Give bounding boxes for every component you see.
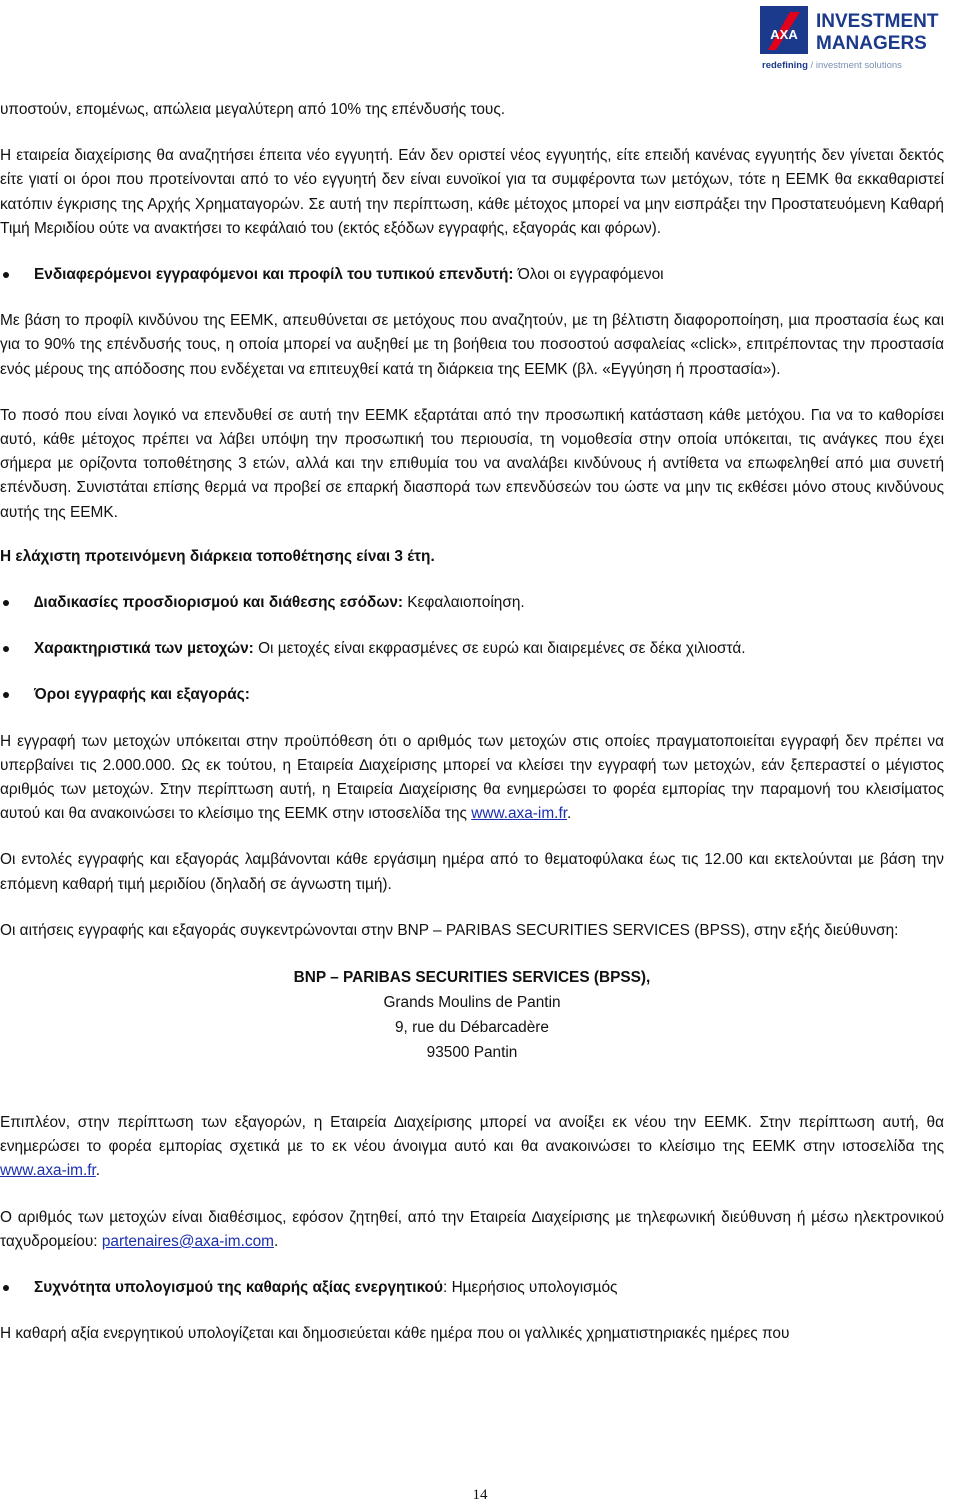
paragraph-11: Η καθαρή αξία ενεργητικού υπολογίζεται και δηµοσιεύεται κάθε ηµέρα που οι γαλλικές χρηµατιστηριακές ηµέρες που <box>0 1325 790 1343</box>
paragraph-10-end: . <box>273 1232 279 1250</box>
logo-line2: MANAGERS <box>816 33 927 54</box>
paragraph-6-text: Η εγγραφή των µετοχών υπόκειται στην προϋπόθεση ότι ο αριθµός των µετοχών στις οποίες πραγµατοποιείται εγγραφή δεν πρέπει να υπερβαίνει τις 2.000.000. Ως εκ τούτου, η Εταιρεία ∆ιαχείρισης µπορεί να κλείσει την εγγραφή των µετοχών, εάν ξεπεραστεί ο µέγιστος αριθµός των µετοχών. Στην περίπτωση αυτή, η Εταιρεία ∆ιαχείρισης θα ενηµερώσει το φορέα εµπορίας την παραµονή του κλεισίµατος αυτού και θα ανακοινώσει το κλείσιµο της ΕΕΜΚ στην ιστοσελίδα της <box>0 732 944 823</box>
bullet-text: : Ηµερήσιος υπολογισµός <box>443 1279 618 1297</box>
document-body <box>0 98 944 1369</box>
logo-tagline <box>762 60 902 71</box>
bullet-text: Οι µετοχές είναι εκφρασµένες σε ευρώ και διαιρεµένες σε δέκα χιλιοστά. <box>253 640 746 658</box>
paragraph-9-end: . <box>95 1162 101 1180</box>
bullet-subscription-terms <box>0 683 944 707</box>
paragraph-8: Οι αιτήσεις εγγραφής και εξαγοράς συγκεντρώνονται στην BNP – PARIBAS SECURITIES SERVICES (BPSS), στην εξής διεύθυνση: <box>0 921 899 939</box>
bullet-icon <box>3 692 9 698</box>
address-line-2: Grands Moulins de Pantin <box>383 994 561 1012</box>
bullet-heading: Χαρακτηριστικά των µετοχών: <box>34 640 254 658</box>
bullet-text: Κεφαλαιοποίηση. <box>403 594 525 612</box>
paragraph-2: Η εταιρεία διαχείρισης θα αναζητήσει έπειτα νέο εγγυητή. Εάν δεν οριστεί νέος εγγυητής, είτε επειδή κανένας εγγυητής δεν γίνεται δεκτός είτε γιατί οι όροι που προτείνονται από το νέο εγγυητή δεν είναι ευνοϊκοί για τα συµφέροντα των µετόχων, τότε η ΕΕΜΚ θα εκκαθαριστεί κατόπιν έγκρισης της Αρχής Χρηµαταγορών. Σε αυτή την περίπτωση, κάθε µέτοχος µπορεί να µην εισπράξει την Προστατευόµενη Καθαρή Τιµή Μεριδίου ούτε να ανακτήσει το κεφάλαιό του (εκτός εξόδων εγγραφής, εξαγοράς και φόρων). <box>0 147 944 237</box>
bullet-icon <box>3 1285 9 1291</box>
paragraph-5 <box>0 545 944 569</box>
paragraph-10-text: Ο αριθµός των µετοχών είναι διαθέσιµος, εφόσον ζητηθεί, από την Εταιρεία ∆ιαχείρισης µε τηλεφωνική διεύθυνση ή µέσω ηλεκτρονικού ταχυδροµείου: <box>0 1208 944 1250</box>
paragraph-1: υποστούν, εποµένως, απώλεια µεγαλύτερη από 10% της επένδυσής τους. <box>0 101 506 118</box>
axa-im-link[interactable]: www.axa-im.fr <box>471 805 567 823</box>
min-duration-bold: Η ελάχιστη προτεινόµενη διάρκεια τοποθέτησης είναι 3 έτη. <box>0 547 435 565</box>
paragraph-10 <box>0 1206 944 1254</box>
paragraph-9 <box>0 1111 944 1184</box>
logo-tag-bold: redefining <box>762 60 808 71</box>
bullet-text: Όλοι οι εγγραφόµενοι <box>513 266 664 284</box>
axa-logo-icon <box>760 6 956 72</box>
paragraph-9-text: Επιπλέον, στην περίπτωση των εξαγορών, η Εταιρεία ∆ιαχείρισης µπορεί να ανοίξει εκ νέου την ΕΕΜΚ. Στην περίπτωση αυτή, θα ενηµερώσει το φορέα εµπορίας σχετικά µε το εκ νέου άνοιγµα αυτό και θα ανακοινώσει το κλείσιµο της ΕΕΜΚ στην ιστοσελίδα της <box>0 1114 944 1156</box>
bullet-heading: Συχνότητα υπολογισµού της καθαρής αξίας ενεργητικού <box>34 1279 444 1297</box>
bullet-heading: Ενδιαφερόµενοι εγγραφόµενοι και προφίλ του τυπικού επενδυτή: <box>34 266 514 284</box>
axa-im-logo <box>760 6 956 72</box>
bullet-income-allocation <box>0 591 944 615</box>
bullet-icon <box>3 272 9 278</box>
logo-tag-rest: / investment solutions <box>807 60 902 71</box>
bullet-heading: Όροι εγγραφής και εξαγοράς: <box>34 686 250 704</box>
paragraph-4: Το ποσό που είναι λογικό να επενδυθεί σε αυτή την ΕΕΜΚ εξαρτάται από την προσωπική κατάσταση κάθε µετόχου. Για να το καθορίσει αυτό, κάθε µέτοχος πρέπει να λάβει υπόψη την προσωπική του περιουσία, τη νοµοθεσία στην οποία υπόκειται, τις ανάγκες που έχει σήµερα µε ορίζοντα τοποθέτησης 3 ετών, αλλά και την επιθυµία του να αναλάβει κινδύνους ή αντίθετα να επωφεληθεί από µια συνετή επένδυση. Συνιστάται επίσης θερµά να προβεί σε επαρκή διασπορά των επενδύσεών του ώστε να µην τις εκθέσει µόνο στους κινδύνους αυτής της ΕΕΜΚ. <box>0 406 944 521</box>
paragraph-6-end: . <box>567 805 572 823</box>
address-block <box>0 965 944 1065</box>
email-link[interactable]: partenaires@axa-im.com <box>101 1232 274 1250</box>
page-number: 14 <box>472 1487 488 1503</box>
paragraph-7: Οι εντολές εγγραφής και εξαγοράς λαµβάνονται κάθε εργάσιµη ηµέρα από το θεµατοφύλακα έως τις 12.00 και εκτελούνται µε βάση την επόµενη καθαρή τιµή µεριδίου (δηλαδή σε άγνωστη τιµή). <box>0 851 944 893</box>
bullet-nav-frequency <box>0 1276 944 1300</box>
paragraph-3: Με βάση το προφίλ κινδύνου της ΕΕΜΚ, απευθύνεται σε µετόχους που αναζητούν, µε τη βέλτιστη διαφοροποίηση, µια προστασία έως και για το 90% της επένδυσής τους, η οποία µπορεί να αυξηθεί µε τη βοήθεια του ποσοστού ασφαλείας «click», επιτρέποντας την προστασία ενός µέρους της απόδοσης που ενδέχεται να επιτευχθεί κατά τη διάρκεια της ΕΕΜΚ (βλ. «Εγγύηση ή προστασία»). <box>0 312 944 378</box>
bullet-investor-profile <box>0 263 944 287</box>
logo-line1: INVESTMENT <box>816 11 939 32</box>
address-line-3: 9, rue du Débarcadère <box>394 1019 549 1037</box>
address-line-1: BNP – PARIBAS SECURITIES SERVICES (BPSS), <box>293 969 651 987</box>
address-line-4: 93500 Pantin <box>426 1044 518 1062</box>
bullet-icon <box>3 600 9 606</box>
bullet-icon <box>3 646 9 652</box>
logo-brand: AXA <box>770 27 798 42</box>
bullet-heading: ∆ιαδικασίες προσδιορισµού και διάθεσης εσόδων: <box>34 594 403 612</box>
paragraph-6 <box>0 730 944 827</box>
bullet-share-characteristics <box>0 637 944 661</box>
axa-im-link-2[interactable]: www.axa-im.fr <box>0 1162 96 1180</box>
